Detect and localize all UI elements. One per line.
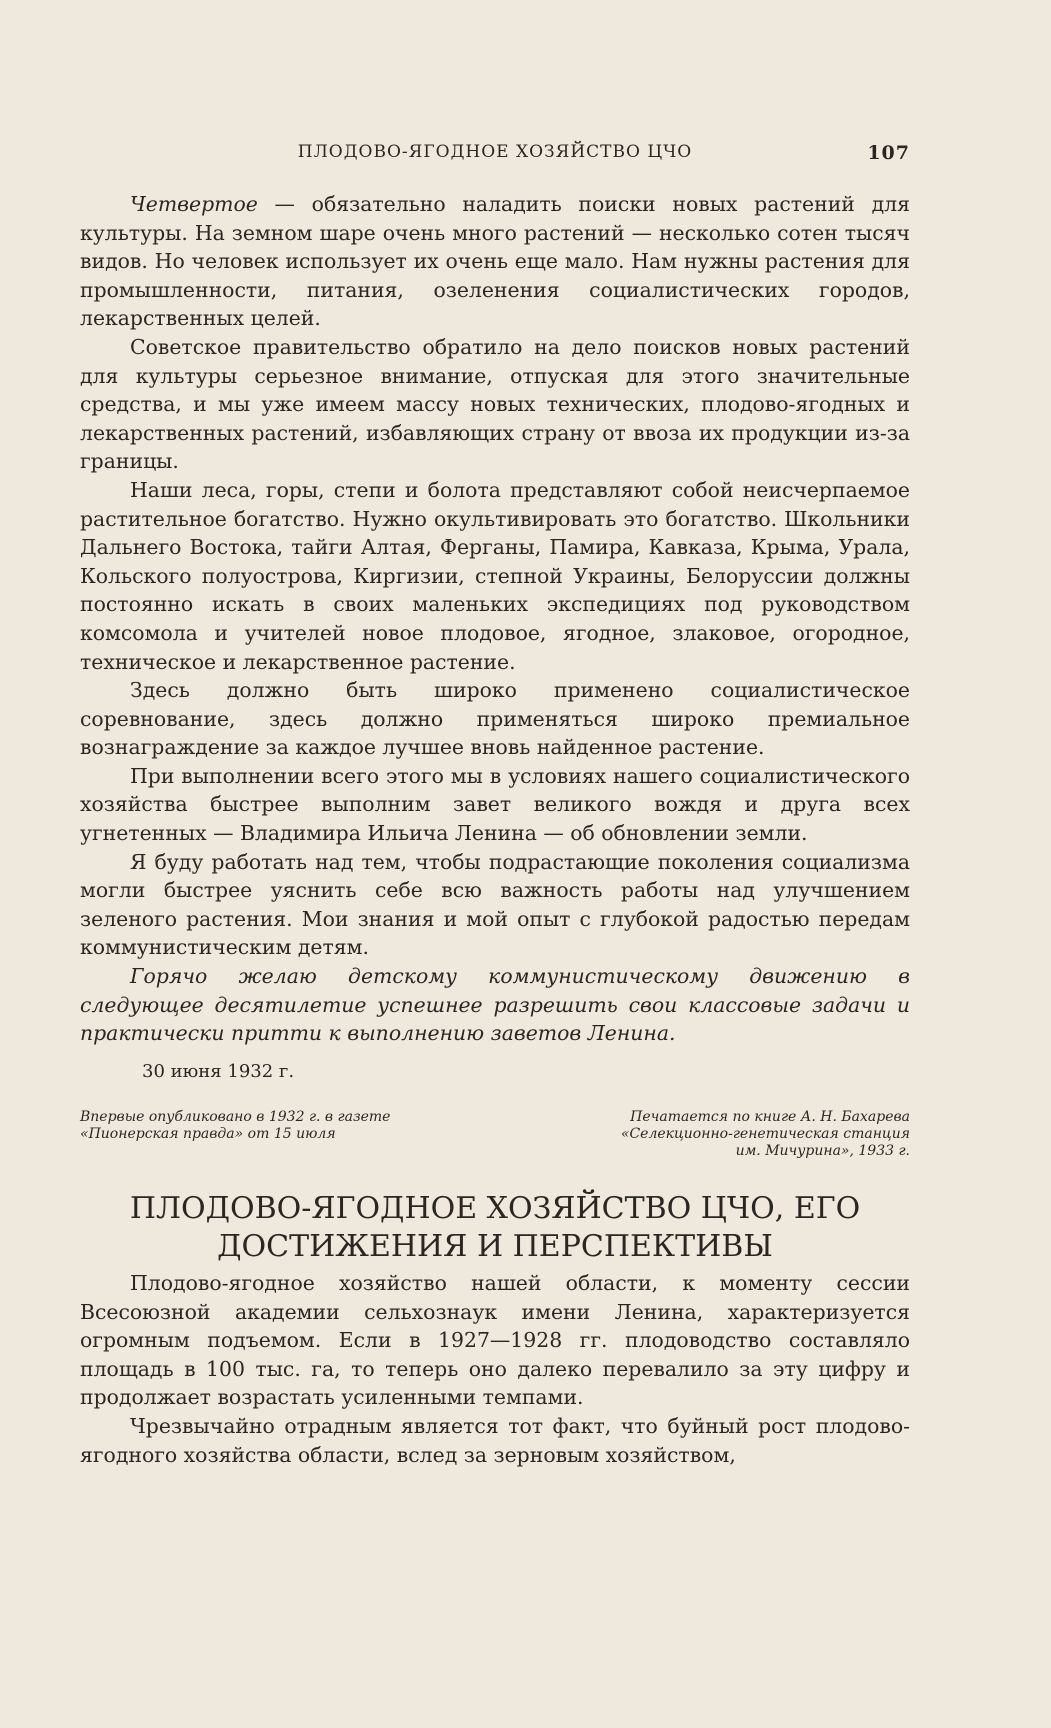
paragraph: Советское правительство обратило на дело поисков новых растений для культуры серьезное внимание, отпуская для этого значительные средства, и мы уже имеем массу новых технических, плодово-ягодных и лекарственных растений, избавляющих страну от ввоза их продукции из-за границы. [80, 334, 910, 474]
letter-body [80, 190, 910, 1086]
article-title: ПЛОДОВО-ЯГОДНОЕ ХОЗЯЙСТВО ЦЧО, ЕГО ДОСТИЖЕНИЯ И ПЕРСПЕКТИВЫ [129, 1191, 861, 1264]
paragraph: Я буду работать над тем, чтобы подрастающие поколения социализма могли быстрее уяснить себе всю важность работы над улучшением зеленого растения. Мои знания и мой опыт с глубокой радостью передам коммунистическим детям. [80, 849, 910, 960]
paragraph-lead-italic: Четвертое [130, 192, 258, 216]
paragraph: Наши леса, горы, степи и болота представляют собой неисчерпаемое растительное богатство. Нужно окультивировать это богатство. Школьники Дальнего Востока, тайги Алтая, Ферганы, Памира, Кавказа, Крыма, Урала, Кольского полуострова, Киргизии, степной Украины, Белоруссии должны постоянно искать в своих маленьких экспедициях под руководством комсомола и учителей новое плодовое, ягодное, злаковое, огородное, техническое и лекарственное растение. [80, 477, 910, 674]
paragraph [80, 190, 910, 333]
closing-wish: Горячо желаю детскому коммунистическому движению в следующее десятилетие успешнее разрешить свои классовые задачи и практически притти к выполнению заветов Ленина. [80, 964, 910, 1046]
paragraph: Здесь должно быть широко применено социалистическое соревнование, здесь должно применяться широко премиальное вознаграждение за каждое лучшее вновь найденное растение. [80, 678, 910, 760]
source-note: Печатается по книге А. Н. Бахарева «Селекционно-генетическая станция им. Мичурина», 1933 г. [620, 1109, 910, 1159]
paragraph: Плодово-ягодное хозяйство нашей области, к моменту сессии Всесоюзной академии сельхознаук имени Ленина, характеризуется огромным подъемом. Если в 1927—1928 гг. плодоводство составляло площадь в 100 тыс. га, то теперь оно далеко перевалило за эту цифру и продолжает возрастать усиленными темпами. [80, 1271, 910, 1410]
paragraph: Чрезвычайно отрадным является тот факт, что буйный рост плодово-ягодного хозяйства области, вслед за зерновым хозяйством, [80, 1413, 910, 1467]
paragraph: При выполнении всего этого мы в условиях нашего социалистического хозяйства быстрее выполним завет великого вождя и друга всех угнетенных — Владимира Ильича Ленина — об обновлении земли. [80, 763, 910, 846]
first-published-note: Впервые опубликовано в 1932 г. в газете «Пионерская правда» от 15 июля [80, 1109, 391, 1142]
page-number: 107 [867, 142, 910, 164]
article-body [80, 1269, 910, 1469]
letter-date: 30 июня 1932 г. [142, 1060, 295, 1082]
paragraph-text: — обязательно наладить поиски новых растений для культуры. На земном шаре очень много растений — несколько сотен тысяч видов. Но человек использует их очень еще мало. Нам нужны растения для промышленности, питания, озеленения социалистических городов, лекарственных целей. [80, 192, 910, 331]
running-head-title: ПЛОДОВО-ЯГОДНОЕ ХОЗЯЙСТВО ЦЧО [297, 142, 693, 162]
